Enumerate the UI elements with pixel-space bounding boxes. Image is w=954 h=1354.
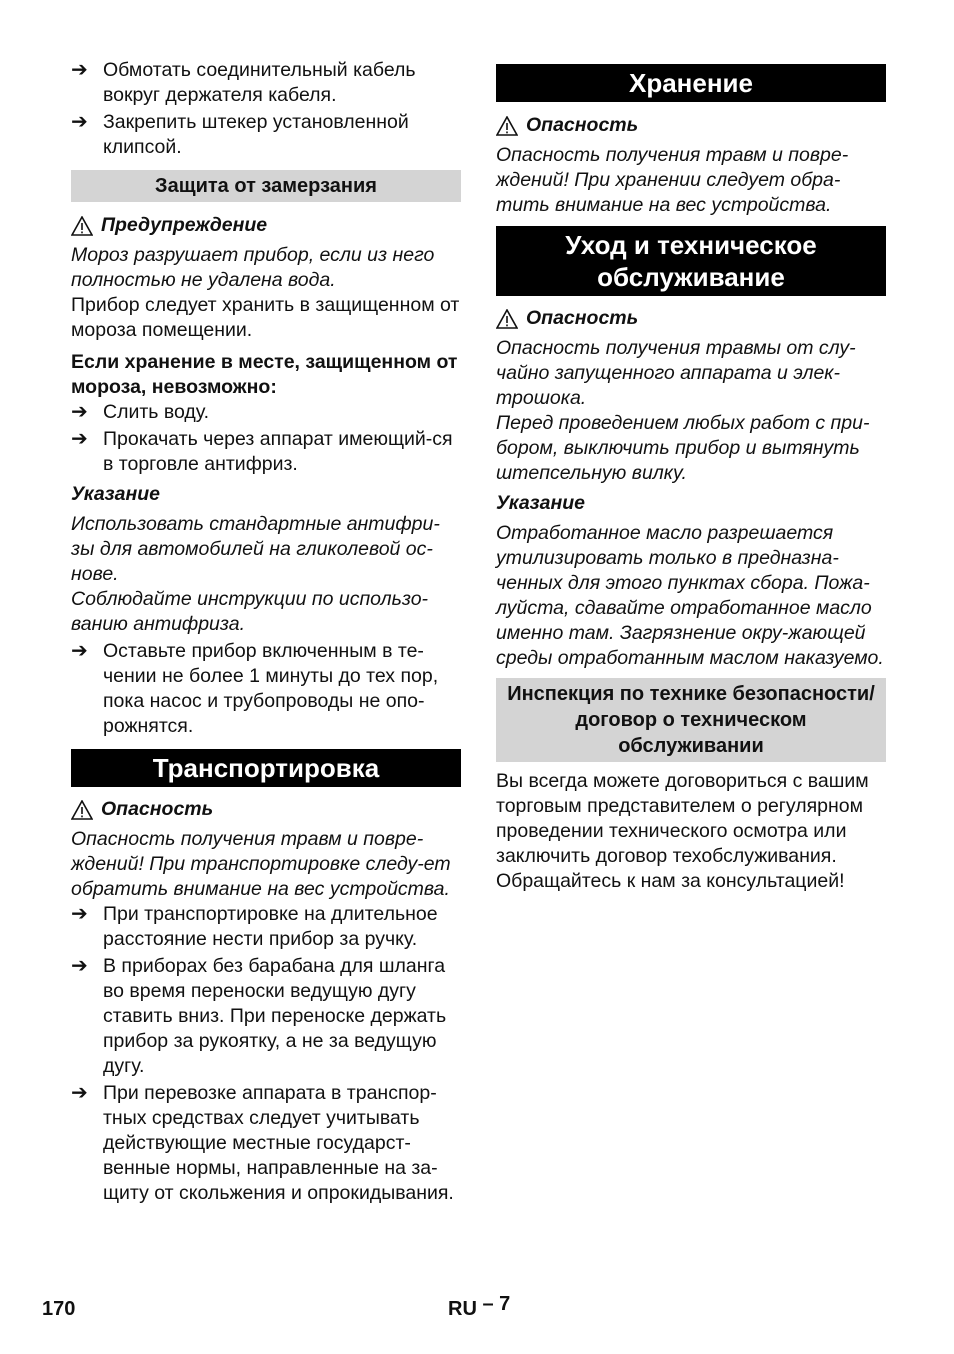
arrow-right-icon: ➔ xyxy=(71,111,88,133)
arrow-right-icon: ➔ xyxy=(71,401,88,423)
frost-bold-text: Если хранение в месте, защищенном от мороза, невозможно: xyxy=(71,351,458,398)
arrow-right-icon: ➔ xyxy=(71,428,88,450)
section-heading-inspection: Инспекция по технике безопасности/договор о техническом обслуживании xyxy=(496,678,886,762)
note-text: Использовать стандартные антифри-зы для автомобилей на гликолевой ос-нове. xyxy=(71,513,440,585)
note-label: Указание xyxy=(71,483,161,505)
note-text: Соблюдайте инструкции по использо-ванию антифриза. xyxy=(71,588,429,635)
section-heading-frost: Защита от замерзания xyxy=(71,170,461,202)
arrow-right-icon: ➔ xyxy=(71,903,88,925)
arrow-right-icon: ➔ xyxy=(71,59,88,81)
danger-label: Опасность xyxy=(496,306,886,331)
warning-triangle-icon xyxy=(71,216,93,236)
storage-danger-text: Опасность получения травм и повре-ждений! При хранении следует обра-тить внимание на вес устройства. xyxy=(496,144,849,216)
section-heading-storage: Хранение xyxy=(496,64,886,102)
warning-label: Предупреждение xyxy=(71,213,461,238)
right-column xyxy=(496,64,886,894)
transport-danger-text: Опасность получения травм и повре-ждений! При транспортировке следу-ет обратить внимание на вес устройства. xyxy=(71,828,451,900)
warning-triangle-icon xyxy=(71,800,93,820)
list-item: ➔ В приборах без барабана для шланга во время переноски ведущую дугу ставить вниз. При переноске держать прибор за рукоятку, а не за ведущую дугу. xyxy=(71,955,447,1077)
warning-triangle-icon xyxy=(496,116,518,136)
page-number: 170 xyxy=(42,1298,76,1320)
note-label: Указание xyxy=(496,492,586,514)
danger-label: Опасность xyxy=(71,797,461,822)
arrow-right-icon: ➔ xyxy=(71,1082,88,1104)
list-item: ➔ При перевозке аппарата в транспор-тных средствах следует учитывать действующие местные государст-венные нормы, направленные на за-щиту от скольжения и опрокидывания. xyxy=(71,1082,454,1204)
section-heading-transport: Транспортировка xyxy=(71,749,461,787)
page-footer-lang xyxy=(448,1293,511,1322)
care-danger-text: Опасность получения травмы от слу-чайно запущенного аппарата и элек-трошока. xyxy=(496,337,856,409)
list-item: ➔ Оставьте прибор включенным в те-чении не более 1 минуты до тех пор, пока насос и трубопроводы не опо-рожнятся. xyxy=(71,640,439,737)
list-item: ➔ При транспортировке на длительное расстояние нести прибор за ручку. xyxy=(71,903,438,950)
warning-triangle-icon xyxy=(496,309,518,329)
left-column xyxy=(71,58,461,1206)
care-danger-text: Перед проведением любых работ с при-бором, выключить прибор и вытянуть штепсельную вилку. xyxy=(496,412,870,484)
section-heading-care: Уход и техническое обслуживание xyxy=(496,226,886,296)
inspection-text: Вы всегда можете договориться с вашим торговым представителем о регулярном проведении технического осмотра или заключить договор техобслуживания. Обращайтесь к нам за консультацией! xyxy=(496,770,869,892)
arrow-right-icon: ➔ xyxy=(71,640,88,662)
frost-warning-text: Мороз разрушает прибор, если из него полностью не удалена вода. xyxy=(71,244,435,291)
list-item: ➔ Прокачать через аппарат имеющий-ся в торговле антифриз. xyxy=(71,428,453,475)
lang-label: RU xyxy=(448,1298,477,1320)
frost-text: Прибор следует хранить в защищенном от мороза помещении. xyxy=(71,294,460,341)
list-item: ➔ Обмотать соединительный кабель вокруг держателя кабеля. xyxy=(71,59,416,106)
care-note-text: Отработанное масло разрешается утилизировать только в предназна-ченных для этого пунктах сбора. Пожа-луйста, сдавайте отработанное масло именно там. Загрязнение окру-жающей среды отработанным маслом наказуемо. xyxy=(496,522,884,669)
page-suffix: – 7 xyxy=(482,1293,511,1315)
arrow-right-icon: ➔ xyxy=(71,955,88,977)
list-item: ➔ Слить воду. xyxy=(71,401,210,423)
danger-label: Опасность xyxy=(496,113,886,138)
list-item: ➔ Закрепить штекер установленной клипсой. xyxy=(71,111,409,158)
